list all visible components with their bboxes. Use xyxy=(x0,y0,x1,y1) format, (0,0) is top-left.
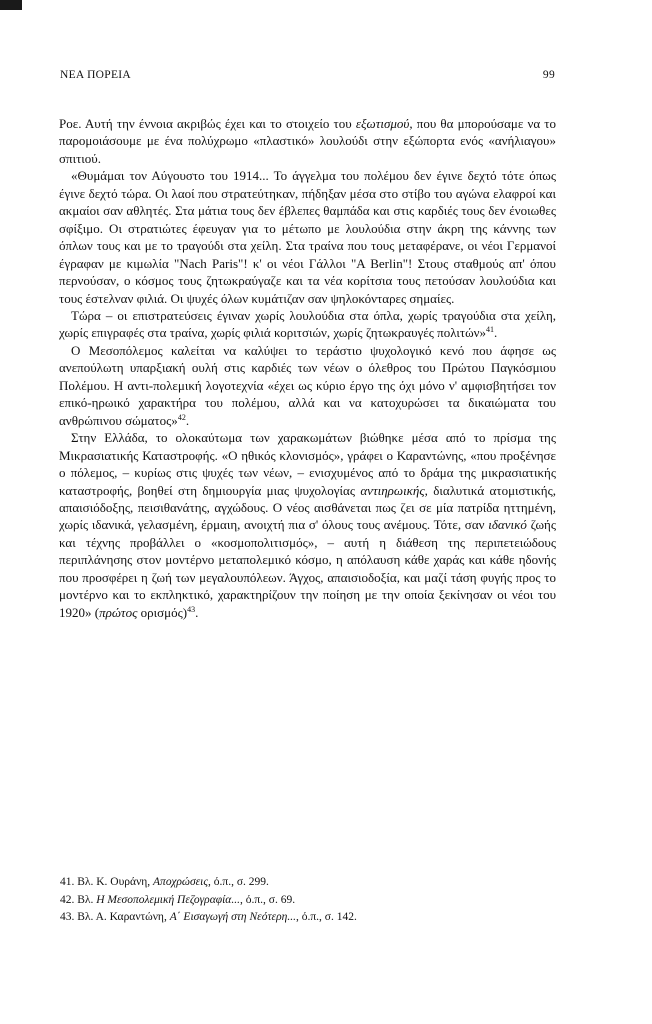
footnotes xyxy=(60,874,520,927)
footnote-text: 42. Βλ. xyxy=(60,893,97,906)
footnote-title: Αποχρώσεις xyxy=(153,876,209,888)
footnote-text: , ό.π., σ. 299. xyxy=(208,876,269,888)
footnote-ref-42: 42 xyxy=(177,412,186,422)
page-number: 99 xyxy=(542,69,555,81)
paragraph-5-text-a: Στην Ελλάδα, το ολοκαύτωμα των χαρακωμάτων βιώθηκε μέσα από το πρίσμα της Μικρασιατικής Καταστροφής. «Ο ηθικός κλονισμός», γράφει ο Καραντώνης, «που προξένησε ο πόλεμος, – κυρίως στις ψυχές των νέων, – ενισχυμένος από το δράμα της μικρασιατικής καταστροφής, βοηθεί στη δημιουργία μιας ψυχολογίας xyxy=(59,430,556,498)
scan-corner-mark xyxy=(0,0,22,10)
paragraph-4-text: Ο Μεσοπόλεμος καλείται να καλύψει το τεράστιο ψυχολογικό κενό που άφησε ως ανεπούλωτη υπαρξιακή ουλή στις καρδιές των νέων ο όλεθρος του Πρώτου Παγκόσμιου Πολέμου. Η αντι-πολεμική λογοτεχνία «έχει ως κύριο έργο της όχι μόνο ν' αμφισβητήσει τον επικό-ηρωικό χαρακτήρα του πολέμου, αλλά και να κατοχυρώσει τα δικαιώματα του ανθρώπινου σώματος» xyxy=(59,342,556,428)
running-head: ΝΕΑ ΠΟΡΕΙΑ xyxy=(60,69,132,81)
footnote-text: 41. Βλ. Κ. Ουράνη, xyxy=(60,876,154,888)
page-header xyxy=(60,69,555,85)
footnote-title: Α΄ Εισαγωγή στη Νεότερη... xyxy=(169,911,296,923)
italic-term: πρώτος xyxy=(99,604,138,620)
paragraph-5-text-g: ορισμός) xyxy=(137,604,188,620)
paragraph-5-text-e: ζωής και τέχνης προβάλλει ο «κοσμοπολιτισμός», – αυτή η διάθεση της περιπετειώδους περιπλάνησης στον μοντέρνο μεταπολεμικό κόσμο, η απόλαυση κάθε χαράς και κάθε ηδονής που προσφέρει η ζωή των μεγαλουπόλεων. Άγχος, απαισιοδοξία, και μαζί τάση φυγής προς το μοντέρνο και το εκπληκτικό, χαρακτηρίζουν την ποίηση με την οποία ξεκίνησαν οι νέοι του 1920» ( xyxy=(59,517,556,620)
footnote-text: 43. Βλ. Α. Καραντώνη, xyxy=(60,911,170,923)
paragraph-5-period: . xyxy=(195,604,199,620)
paragraph-2-quote: «Θυμάμαι τον Αύγουστο του 1914... Το άγγελμα του πολέμου δεν έγινε δεχτό τότε όπως έγινε δεχτό τώρα. Οι λαοί που στρατεύτηκαν, πήδηξαν μέσα στο στίβο του αγώνα ελαφροί και ακμαίοι σαν αθλητές. Στα μάτια τους δεν έβλεπες θαμπάδα και στις καρδιές τους δεν ένοιωθες σφίξιμο. Οι στρατιώτες έφευγαν για το μέτωπο με λουλούδια στην άκρη της κάννης των όπλων τους και με το τραγούδι στα χείλη. Στα τραίνα που τους μεταφέρανε, οι νέοι Γερμανοί έγραφαν με κιμωλία "Nach Paris"! κ' οι νέοι Γάλλοι "A Berlin"! Στους σταθμούς απ' όπου περνούσαν, ο κόσμος τους ζητωκραύγαζε και τα νέα κορίτσια τους πετούσαν λουλούδια και τους έστελναν φιλιά. Οι ψυχές όλων κυμάτιζαν σαν ψηλοκόνταρες σημαίες. xyxy=(59,168,556,306)
italic-term: ιδανικό xyxy=(488,517,527,533)
footnote-ref-41: 41 xyxy=(486,325,495,335)
footnote-text: , ό.π., σ. 69. xyxy=(239,893,296,906)
paragraph-5-text-c: διαλυτικά ατομιστικής, απαισιόδοξης, πεισιθανάτης, αγχώδους. Ο νέος αισθάνεται πως ζει σε μία πατρίδα ηττημένη, χωρίς ιδανικά, γελασμένη, έρμαιη, ανοιχτή πια σ' όλους τους ανέμους. Τότε, σαν xyxy=(59,482,557,533)
paragraph-4 xyxy=(59,342,556,429)
footnote-42 xyxy=(60,892,520,910)
footnote-41 xyxy=(60,874,520,892)
footnote-ref-43: 43 xyxy=(187,604,196,614)
paragraph-1-text-end: που θα μπορούσαμε να το παρομοιάσουμε με ένα πολύχρωμο «πλαστικό» λουλούδι στην εξώπορτα ενός «ανήλιαγου» σπιτιού. xyxy=(59,116,556,166)
footnote-43 xyxy=(60,909,520,927)
paragraph-5 xyxy=(59,429,556,621)
italic-term: εξωτισμού, xyxy=(355,116,413,131)
body-text xyxy=(59,115,556,621)
paragraph-3-quote-end xyxy=(59,307,556,342)
paragraph-4-period: . xyxy=(185,412,190,428)
footnote-title: Η Μεσοπολεμική Πεζογραφία... xyxy=(96,893,240,906)
paragraph-1-text: Ροε. Αυτή την έννοια ακριβώς έχει και το στοιχείο του xyxy=(59,116,356,131)
footnote-text: , ό.π., σ. 142. xyxy=(295,911,357,923)
paragraph-1 xyxy=(59,115,556,167)
paragraph-3-text: Τώρα – οι επιστρατεύσεις έγιναν χωρίς λουλούδια στα όπλα, χωρίς τραγούδια στα χείλη, χωρίς επιγραφές στα τραίνα, χωρίς φιλιά κοριτσιών, χωρίς ζητωκραυγές πολιτών» xyxy=(59,307,556,341)
paragraph-3-period: . xyxy=(494,325,498,341)
italic-term: αντιηρωικής, xyxy=(360,482,428,498)
